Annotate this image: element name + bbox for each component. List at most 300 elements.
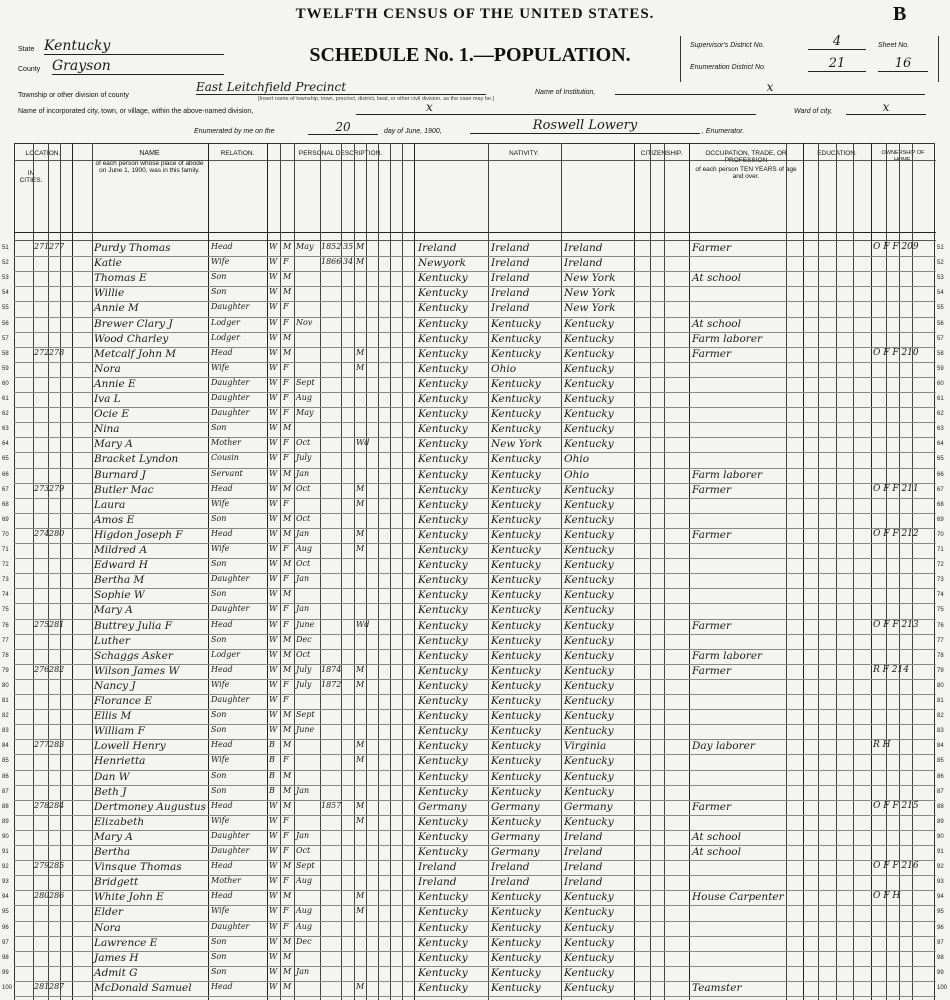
occupation-value: Farmer	[692, 664, 732, 677]
occupation-value: Farmer	[692, 242, 732, 254]
color-value: W	[269, 800, 278, 810]
person-name: Schaggs Asker	[94, 649, 173, 662]
person-name: Higdon Joseph F	[94, 528, 183, 541]
birthplace-person: Kentucky	[418, 332, 468, 345]
birthplace-mother: Kentucky	[564, 966, 614, 979]
family-number: 287	[49, 981, 65, 991]
birthplace-father: Kentucky	[491, 981, 541, 994]
birthplace-father: Kentucky	[491, 559, 541, 572]
birthplace-mother: New York	[564, 272, 616, 285]
table-row	[0, 437, 950, 452]
relation-value: Daughter	[211, 604, 250, 614]
marital-value: Wd	[356, 619, 370, 629]
relation-value: Head	[211, 619, 233, 629]
sex-value: F	[283, 453, 289, 463]
color-value: W	[269, 574, 278, 584]
table-row	[0, 800, 950, 815]
enum-district-label: Enumeration District No.	[690, 64, 766, 71]
marital-value: M	[356, 544, 365, 553]
birth-year: 1866	[321, 257, 342, 267]
color-value: W	[269, 347, 278, 357]
col-location: LOCATION.	[25, 150, 61, 157]
occupation-value: Farm laborer	[692, 649, 763, 662]
birthplace-father: Kentucky	[491, 936, 541, 949]
supervisor-label: Supervisor's District No.	[690, 42, 765, 49]
color-value: B	[269, 740, 275, 750]
line-number-left: 84	[2, 743, 9, 750]
color-value: W	[269, 830, 278, 840]
birthplace-mother: Germany	[564, 800, 613, 813]
birthplace-mother: Kentucky	[564, 906, 614, 919]
birthplace-mother: Kentucky	[564, 770, 614, 783]
birthplace-mother: Kentucky	[564, 559, 614, 572]
birthplace-father: Kentucky	[491, 770, 541, 783]
birth-month: Sept	[296, 861, 315, 871]
sex-value: M	[283, 740, 292, 750]
person-name: Nora	[94, 362, 121, 375]
marital-value: M	[356, 906, 365, 916]
color-value: W	[269, 438, 278, 448]
line-number-left: 75	[2, 607, 9, 614]
header-rule-1	[14, 160, 936, 161]
birth-month: Oct	[296, 483, 311, 493]
line-number-right: 75	[937, 607, 944, 614]
person-name: Wood Charley	[94, 332, 169, 345]
birthplace-mother: Ohio	[564, 453, 590, 466]
line-number-right: 54	[937, 290, 944, 297]
relation-value: Head	[211, 891, 233, 901]
table-row	[0, 271, 950, 286]
color-value: W	[269, 891, 278, 901]
line-number-right: 77	[937, 637, 944, 644]
relation-value: Daughter	[211, 377, 250, 387]
line-number-right: 79	[937, 667, 944, 674]
family-number: 280	[49, 528, 65, 538]
line-number-left: 100	[2, 984, 13, 991]
relation-value: Mother	[211, 876, 241, 886]
sex-value: F	[283, 619, 289, 629]
color-value: W	[269, 513, 278, 523]
relation-value: Head	[211, 528, 233, 538]
ownership-value: O F F 216	[873, 861, 919, 872]
color-value: W	[269, 377, 278, 387]
birth-month: July	[296, 664, 312, 674]
person-name: Laura	[94, 498, 126, 511]
county-label: County	[18, 66, 41, 73]
sex-value: F	[283, 377, 289, 387]
col-ownership: OWNERSHIP OF HOME.	[881, 150, 925, 163]
sex-value: M	[283, 332, 292, 342]
line-number-left: 92	[2, 864, 9, 871]
birthplace-person: Kentucky	[418, 574, 468, 587]
table-row	[0, 573, 950, 588]
relation-value: Son	[211, 725, 227, 735]
birthplace-father: Kentucky	[491, 815, 541, 828]
person-name: Purdy Thomas	[94, 242, 171, 254]
relation-value: Son	[211, 710, 227, 720]
birthplace-person: Kentucky	[418, 513, 468, 526]
occupation-value: Farm laborer	[692, 468, 763, 481]
color-value: W	[269, 483, 278, 493]
line-number-left: 71	[2, 547, 9, 553]
birthplace-person: Kentucky	[418, 438, 468, 451]
person-name: Nora	[94, 921, 121, 934]
color-value: W	[269, 287, 278, 297]
birthplace-person: Kentucky	[418, 830, 468, 843]
line-number-left: 67	[2, 486, 9, 493]
line-number-right: 94	[937, 894, 944, 901]
dwelling-number: 271	[34, 242, 50, 251]
line-number-right: 64	[937, 441, 944, 448]
line-number-left: 74	[2, 592, 9, 599]
birthplace-person: Kentucky	[418, 695, 468, 707]
color-value: W	[269, 423, 278, 433]
person-name: Bracket Lyndon	[94, 453, 179, 466]
line-number-left: 62	[2, 411, 9, 418]
bracket-right	[938, 36, 939, 82]
color-value: W	[269, 362, 278, 372]
color-value: W	[269, 453, 278, 463]
line-number-right: 95	[937, 909, 944, 916]
table-row	[0, 951, 950, 966]
line-number-right: 52	[937, 260, 944, 267]
sex-value: M	[283, 513, 292, 523]
color-value: W	[269, 936, 278, 946]
line-number-left: 68	[2, 501, 9, 508]
birth-month: Sept	[296, 377, 315, 387]
line-number-right: 69	[937, 516, 944, 523]
birthplace-mother: Kentucky	[564, 438, 614, 451]
birthplace-father: Germany	[491, 800, 540, 813]
sex-value: F	[283, 257, 289, 267]
marital-value: M	[356, 891, 365, 901]
birthplace-mother: Kentucky	[564, 951, 614, 964]
sex-value: F	[283, 830, 289, 840]
person-name: Dan W	[94, 770, 130, 783]
relation-value: Head	[211, 664, 233, 674]
line-number-right: 56	[937, 320, 944, 327]
marital-value: M	[356, 242, 365, 251]
birthplace-mother: Kentucky	[564, 785, 614, 798]
person-name: Butler Mac	[94, 483, 154, 496]
relation-value: Cousin	[211, 453, 239, 463]
birthplace-person: Kentucky	[418, 483, 468, 496]
birthplace-person: Germany	[418, 800, 467, 813]
person-name: Burnard J	[94, 468, 146, 481]
sex-value: F	[283, 846, 289, 855]
birthplace-father: Ohio	[491, 362, 517, 375]
sex-value: F	[283, 438, 289, 448]
header-rule-2	[14, 232, 936, 233]
color-value: W	[269, 710, 278, 720]
occupation-value: At school	[692, 272, 741, 285]
line-number-right: 74	[937, 592, 944, 599]
sex-value: F	[283, 498, 289, 508]
person-name: Annie E	[94, 377, 136, 390]
birthplace-mother: Kentucky	[564, 528, 614, 541]
line-number-left: 69	[2, 516, 9, 523]
birth-month: Oct	[296, 513, 311, 523]
relation-value: Mother	[211, 438, 241, 448]
birthplace-mother: Kentucky	[564, 649, 614, 662]
color-value: W	[269, 981, 278, 991]
color-value: B	[269, 755, 275, 765]
color-value: W	[269, 589, 278, 599]
township-note: [Insert name of township, town, precinct, district, beat, or other civil division, as the case may be.]	[258, 96, 494, 102]
birthplace-mother: Kentucky	[564, 347, 614, 360]
dwelling-number: 277	[34, 740, 50, 750]
enumerated-mid: day of June, 1900,	[384, 128, 442, 135]
relation-value: Daughter	[211, 830, 250, 840]
relation-value: Head	[211, 242, 233, 251]
birthplace-father: Kentucky	[491, 347, 541, 360]
relation-value: Wife	[211, 906, 230, 916]
line-number-left: 59	[2, 365, 9, 372]
birthplace-father: Kentucky	[491, 725, 541, 738]
birthplace-mother: Ireland	[564, 242, 603, 254]
birthplace-person: Kentucky	[418, 755, 468, 768]
marital-value: M	[356, 498, 365, 508]
relation-value: Wife	[211, 362, 230, 372]
birthplace-father: Kentucky	[491, 408, 541, 421]
birthplace-father: Ireland	[491, 302, 530, 315]
birthplace-mother: Kentucky	[564, 483, 614, 496]
line-number-right: 59	[937, 365, 944, 372]
sex-value: M	[283, 664, 292, 674]
color-value: W	[269, 317, 278, 327]
marital-value: M	[356, 257, 365, 267]
birthplace-father: Kentucky	[491, 483, 541, 496]
relation-value: Head	[211, 483, 233, 493]
line-number-left: 54	[2, 290, 9, 297]
table-row	[0, 498, 950, 513]
line-number-left: 70	[2, 531, 9, 538]
enumerated-day: 20	[308, 120, 378, 135]
line-number-right: 90	[937, 833, 944, 840]
table-row	[0, 362, 950, 377]
relation-value: Son	[211, 513, 227, 523]
census-title: TWELFTH CENSUS OF THE UNITED STATES.	[295, 6, 655, 22]
birthplace-father: Kentucky	[491, 619, 541, 632]
line-number-left: 81	[2, 698, 9, 704]
person-name: Lowell Henry	[94, 740, 166, 753]
line-number-left: 52	[2, 260, 9, 267]
color-value: W	[269, 649, 278, 659]
birthplace-person: Kentucky	[418, 936, 468, 949]
county-value: Grayson	[52, 58, 224, 75]
birthplace-person: Kentucky	[418, 921, 468, 934]
birth-month: Jan	[296, 528, 310, 538]
birthplace-person: Kentucky	[418, 453, 468, 466]
ownership-value: R F 214	[873, 664, 909, 675]
birthplace-father: Kentucky	[491, 377, 541, 390]
table-row	[0, 815, 950, 830]
sex-value: M	[283, 936, 292, 946]
line-number-right: 68	[937, 501, 944, 508]
person-name: Sophie W	[94, 589, 145, 602]
birth-month: Aug	[296, 393, 313, 402]
supervisor-value: 4	[808, 34, 866, 50]
table-row	[0, 528, 950, 543]
birth-month: Oct	[296, 438, 311, 448]
birthplace-father: Kentucky	[491, 589, 541, 602]
sex-value: M	[283, 287, 292, 297]
line-number-right: 78	[937, 652, 944, 659]
birthplace-father: Kentucky	[491, 649, 541, 662]
incorporated-label: Name of incorporated city, town, or village, within the above-named division,	[18, 108, 254, 115]
birthplace-person: Kentucky	[418, 287, 468, 300]
color-value: W	[269, 634, 278, 644]
relation-value: Head	[211, 861, 233, 871]
line-number-right: 53	[937, 275, 944, 282]
ownership-value: O F F 213	[873, 619, 919, 630]
institution-value: x	[615, 80, 925, 95]
birthplace-father: Ireland	[491, 242, 530, 254]
person-name: Katie	[94, 257, 122, 270]
line-number-right: 51	[937, 245, 944, 251]
sex-value: M	[283, 483, 292, 493]
color-value: W	[269, 619, 278, 629]
table-row	[0, 830, 950, 845]
relation-value: Head	[211, 800, 233, 810]
table-row	[0, 694, 950, 709]
birthplace-person: Kentucky	[418, 725, 468, 738]
birthplace-father: Kentucky	[491, 544, 541, 556]
birthplace-father: Kentucky	[491, 634, 541, 647]
birthplace-person: Kentucky	[418, 468, 468, 481]
color-value: W	[269, 544, 278, 553]
birthplace-mother: Kentucky	[564, 513, 614, 526]
birthplace-mother: Kentucky	[564, 891, 614, 904]
color-value: W	[269, 408, 278, 418]
line-number-right: 65	[937, 456, 944, 463]
birthplace-father: Kentucky	[491, 951, 541, 964]
occupation-value: Day laborer	[692, 740, 755, 753]
birthplace-father: Kentucky	[491, 785, 541, 798]
table-row	[0, 332, 950, 347]
birthplace-father: Kentucky	[491, 679, 541, 692]
line-number-left: 60	[2, 380, 9, 387]
birth-month: Oct	[296, 649, 311, 659]
color-value: W	[269, 725, 278, 735]
relation-value: Lodger	[211, 332, 240, 342]
line-number-left: 80	[2, 682, 9, 689]
marital-value: M	[356, 347, 365, 357]
relation-value: Wife	[211, 815, 230, 825]
person-name: Mary A	[94, 604, 133, 617]
age-value: 34	[343, 257, 354, 267]
marital-value: M	[356, 981, 365, 991]
color-value: W	[269, 559, 278, 569]
sex-value: M	[283, 649, 292, 659]
occupation-value: House Carpenter	[692, 891, 784, 904]
birthplace-person: Kentucky	[418, 740, 468, 753]
person-name: Metcalf John M	[94, 347, 177, 360]
table-row	[0, 936, 950, 951]
sex-value: F	[283, 317, 289, 327]
birthplace-father: Kentucky	[491, 966, 541, 979]
birthplace-person: Kentucky	[418, 966, 468, 979]
birthplace-father: Germany	[491, 846, 540, 858]
sheet-label: Sheet No.	[878, 42, 910, 49]
table-row	[0, 875, 950, 890]
birthplace-person: Ireland	[418, 242, 457, 254]
township-label: Township or other division of county	[18, 92, 129, 99]
color-value: W	[269, 242, 278, 251]
ownership-value: O F F 211	[873, 483, 919, 494]
marital-value: M	[356, 664, 365, 674]
sex-value: F	[283, 544, 289, 553]
institution-label: Name of Institution,	[535, 89, 596, 96]
line-number-left: 76	[2, 622, 9, 629]
birthplace-father: Kentucky	[491, 695, 541, 707]
sex-value: F	[283, 393, 289, 402]
line-number-left: 53	[2, 275, 9, 282]
table-row	[0, 619, 950, 634]
relation-value: Daughter	[211, 574, 250, 584]
birthplace-father: Kentucky	[491, 664, 541, 677]
sex-value: F	[283, 755, 289, 765]
table-row	[0, 966, 950, 981]
person-name: William F	[94, 725, 145, 738]
line-number-right: 71	[937, 547, 944, 553]
line-number-left: 87	[2, 788, 9, 795]
family-number: 279	[49, 483, 65, 493]
sex-value: M	[283, 770, 292, 780]
birthplace-father: Kentucky	[491, 740, 541, 753]
line-number-right: 72	[937, 562, 944, 569]
birth-month: Aug	[296, 876, 313, 886]
table-row	[0, 286, 950, 301]
birthplace-father: Kentucky	[491, 921, 541, 934]
table-row	[0, 317, 950, 332]
birth-year: 1872	[321, 679, 342, 689]
person-name: Dertmoney Augustus	[94, 800, 206, 813]
relation-value: Son	[211, 951, 227, 961]
sex-value: M	[283, 861, 292, 871]
line-number-right: 66	[937, 471, 944, 478]
sex-value: M	[283, 242, 292, 251]
line-number-right: 84	[937, 743, 944, 750]
occupation-value: Farmer	[692, 528, 732, 541]
line-number-right: 70	[937, 531, 944, 538]
birthplace-mother: Kentucky	[564, 815, 614, 828]
sex-value: M	[283, 725, 292, 735]
marital-value: M	[356, 815, 365, 825]
occupation-value: At school	[692, 317, 741, 330]
relation-value: Son	[211, 423, 227, 433]
table-row	[0, 981, 950, 996]
family-number: 277	[49, 242, 65, 251]
birthplace-father: Kentucky	[491, 528, 541, 541]
birthplace-person: Kentucky	[418, 664, 468, 677]
dwelling-number: 273	[34, 483, 50, 493]
person-name: Vinsque Thomas	[94, 861, 182, 874]
person-name: Beth J	[94, 785, 127, 798]
birthplace-person: Kentucky	[418, 951, 468, 964]
relation-value: Head	[211, 347, 233, 357]
line-number-left: 72	[2, 562, 9, 569]
color-value: W	[269, 951, 278, 961]
birth-month: July	[296, 679, 312, 689]
birth-month: June	[296, 619, 315, 629]
birth-month: Dec	[296, 634, 312, 644]
occupation-value: At school	[692, 846, 741, 858]
occupation-value: Farmer	[692, 800, 732, 813]
person-name: Edward H	[94, 559, 148, 572]
birthplace-person: Kentucky	[418, 423, 468, 436]
table-row	[0, 241, 950, 256]
